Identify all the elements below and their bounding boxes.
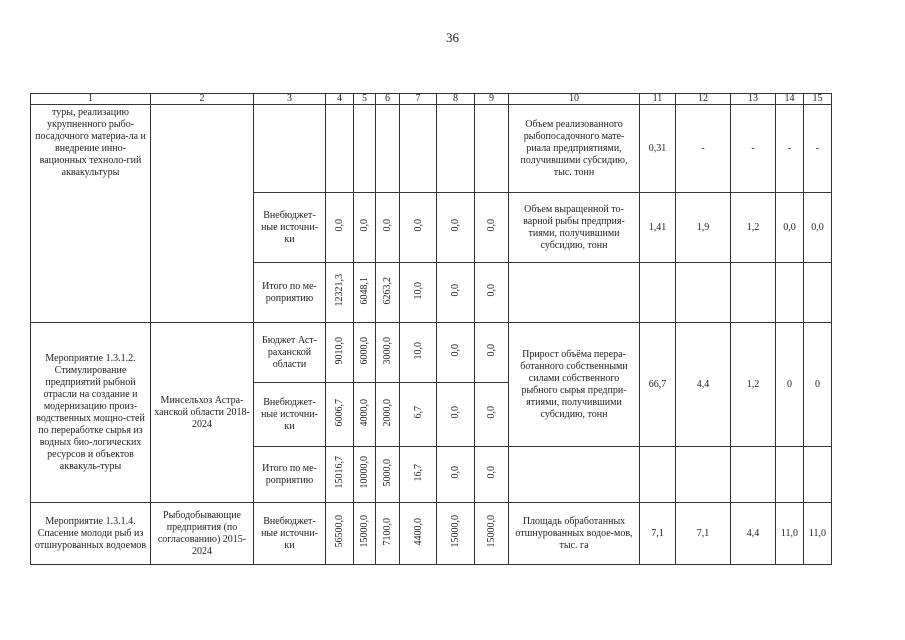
funding-cell (354, 263, 376, 323)
indicator-cell: Прирост объёма перера-ботанного собственными силами собственного рыбного сырья предпри-ятиями, получившими субсидию, тонн (509, 323, 640, 447)
funding-cell (437, 323, 475, 383)
executor-cell: Минсельхоз Астра-ханской области 2018-2024 (151, 323, 254, 503)
source-cell (254, 105, 326, 193)
source-cell: Внебюджет-ные источни-ки (254, 193, 326, 263)
funding-value: 4400,0 (412, 517, 424, 546)
funding-value: 15000,0 (359, 515, 370, 548)
indicator-value (676, 447, 731, 503)
funding-value: 6006,7 (334, 398, 345, 427)
funding-cell (475, 447, 509, 503)
funding-value: 0,0 (486, 284, 497, 297)
indicator-value (640, 263, 676, 323)
indicator-cell (509, 263, 640, 323)
funding-cell (437, 263, 475, 323)
funding-cell (376, 193, 400, 263)
funding-value: 0,0 (334, 219, 345, 232)
indicator-value: 0 (776, 323, 804, 447)
indicator-cell: Площадь обработанных отшнурованных водое-мов, тыс. га (509, 503, 640, 565)
funding-cell (376, 447, 400, 503)
header-cell: 4 (326, 94, 354, 105)
funding-cell (475, 383, 509, 447)
funding-value: 3000,0 (382, 336, 393, 365)
funding-value: 6263,2 (382, 276, 393, 305)
header-cell: 15 (804, 94, 832, 105)
indicator-value: 0 (804, 323, 832, 447)
funding-cell (400, 323, 437, 383)
funding-cell (400, 447, 437, 503)
indicator-value: 7,1 (676, 503, 731, 565)
executor-cell (151, 105, 254, 323)
indicator-value (804, 263, 832, 323)
indicator-value: 0,0 (776, 193, 804, 263)
header-cell: 5 (354, 94, 376, 105)
funding-cell (475, 263, 509, 323)
funding-cell (326, 447, 354, 503)
indicator-value: 7,1 (640, 503, 676, 565)
header-cell: 11 (640, 94, 676, 105)
funding-cell (437, 383, 475, 447)
indicator-value: - (804, 105, 832, 193)
measure-cell: Мероприятие 1.3.1.2. Стимулирование предприятий рыбной отрасли на создание и модернизацию произ-водственных мощно-стей по переработке сырья из водных био-логических ресурсов и объектов аквакуль-туры (31, 323, 151, 503)
table-row (31, 105, 832, 193)
funding-cell (400, 383, 437, 447)
source-cell: Внебюджет-ные источни-ки (254, 383, 326, 447)
funding-cell (354, 193, 376, 263)
header-cell: 7 (400, 94, 437, 105)
funding-value: 16,7 (412, 463, 424, 482)
indicator-value: - (776, 105, 804, 193)
funding-cell (354, 383, 376, 447)
measure-cell: туры, реализацию укрупненного рыбо-посадочного материа-ла и внедрение инно-вационных техноло-гий аквакультуры (31, 105, 151, 323)
indicator-cell (509, 447, 640, 503)
funding-value: 0,0 (450, 466, 461, 479)
funding-cell (400, 263, 437, 323)
indicator-value: 11,0 (776, 503, 804, 565)
indicator-value: 1,2 (731, 323, 776, 447)
funding-cell (326, 193, 354, 263)
source-cell: Итого по ме-роприятию (254, 263, 326, 323)
program-table (30, 93, 832, 565)
funding-value: 56500,0 (334, 515, 345, 548)
indicator-cell: Объем реализованного рыбопосадочного мате-риала предприятиями, получившими субсидию, тыс. тонн (509, 105, 640, 193)
indicator-value: 66,7 (640, 323, 676, 447)
measure-cell: Мероприятие 1.3.1.4. Спасение молоди рыб из отшнурованных водоемов (31, 503, 151, 565)
funding-value: 10000,0 (359, 456, 370, 489)
funding-cell (376, 105, 400, 193)
funding-cell (437, 447, 475, 503)
funding-cell (326, 105, 354, 193)
funding-value: 0,0 (382, 219, 393, 232)
header-cell: 13 (731, 94, 776, 105)
funding-cell (376, 263, 400, 323)
funding-value: 0,0 (450, 344, 461, 357)
header-cell: 1 (31, 94, 151, 105)
indicator-cell: Объем выращенной то-варной рыбы предприя-тиями, получившими субсидию, тонн (509, 193, 640, 263)
funding-value: 6048,1 (359, 276, 370, 305)
indicator-value (776, 263, 804, 323)
funding-value: 0,0 (359, 219, 370, 232)
funding-cell (326, 263, 354, 323)
source-cell: Бюджет Аст-раханской области (254, 323, 326, 383)
indicator-value: 4,4 (676, 323, 731, 447)
funding-cell (354, 105, 376, 193)
funding-cell (376, 383, 400, 447)
funding-cell (475, 105, 509, 193)
funding-value: 0,0 (450, 284, 461, 297)
indicator-value: 1,41 (640, 193, 676, 263)
indicator-value (731, 447, 776, 503)
header-cell: 14 (776, 94, 804, 105)
funding-cell (475, 193, 509, 263)
funding-value: 0,0 (486, 344, 497, 357)
table-row (31, 503, 832, 565)
indicator-value: 1,9 (676, 193, 731, 263)
funding-value: 0,0 (450, 219, 461, 232)
funding-value: 15000,0 (486, 515, 497, 548)
header-cell: 12 (676, 94, 731, 105)
source-cell: Внебюджет-ные источни-ки (254, 503, 326, 565)
funding-cell (354, 323, 376, 383)
header-cell: 9 (475, 94, 509, 105)
funding-cell (326, 383, 354, 447)
funding-value: 12321,3 (334, 274, 345, 307)
funding-value: 0,0 (412, 219, 424, 232)
indicator-value (776, 447, 804, 503)
funding-value: 15000,0 (450, 515, 461, 548)
funding-value: 0,0 (450, 406, 461, 419)
funding-value: 9010,0 (334, 336, 345, 365)
indicator-value: 1,2 (731, 193, 776, 263)
funding-cell (354, 503, 376, 565)
funding-cell (326, 323, 354, 383)
indicator-value: 4,4 (731, 503, 776, 565)
funding-cell (475, 503, 509, 565)
funding-value: 6000,0 (359, 336, 370, 365)
indicator-value: - (731, 105, 776, 193)
funding-value: 10,0 (412, 281, 424, 300)
funding-value: 15016,7 (334, 456, 345, 489)
funding-cell (326, 503, 354, 565)
funding-value: 7100,0 (382, 517, 393, 546)
funding-value: 0,0 (486, 466, 497, 479)
funding-cell (437, 105, 475, 193)
header-row (31, 94, 832, 105)
funding-value: 4000,0 (359, 398, 370, 427)
funding-value: 0,0 (486, 406, 497, 419)
indicator-value (640, 447, 676, 503)
funding-cell (400, 193, 437, 263)
funding-cell (475, 323, 509, 383)
funding-cell (400, 503, 437, 565)
funding-cell (376, 503, 400, 565)
indicator-value: - (676, 105, 731, 193)
header-cell: 10 (509, 94, 640, 105)
funding-cell (354, 447, 376, 503)
funding-value: 6,7 (412, 406, 424, 419)
indicator-value (731, 263, 776, 323)
executor-cell: Рыбодобывающие предприятия (по согласованию) 2015-2024 (151, 503, 254, 565)
header-cell: 2 (151, 94, 254, 105)
table-row (31, 323, 832, 383)
indicator-value: 0,0 (804, 193, 832, 263)
funding-cell (437, 503, 475, 565)
indicator-value: 11,0 (804, 503, 832, 565)
funding-value: 2000,0 (382, 398, 393, 427)
funding-cell (376, 323, 400, 383)
source-cell: Итого по ме-роприятию (254, 447, 326, 503)
indicator-value (804, 447, 832, 503)
indicator-value: 0,31 (640, 105, 676, 193)
header-cell: 6 (376, 94, 400, 105)
indicator-value (676, 263, 731, 323)
funding-cell (437, 193, 475, 263)
funding-value: 5000,0 (382, 458, 393, 487)
header-cell: 8 (437, 94, 475, 105)
funding-value: 10,0 (412, 341, 424, 360)
header-cell: 3 (254, 94, 326, 105)
funding-cell (400, 105, 437, 193)
funding-value: 0,0 (486, 219, 497, 232)
page-number: 36 (446, 30, 459, 45)
